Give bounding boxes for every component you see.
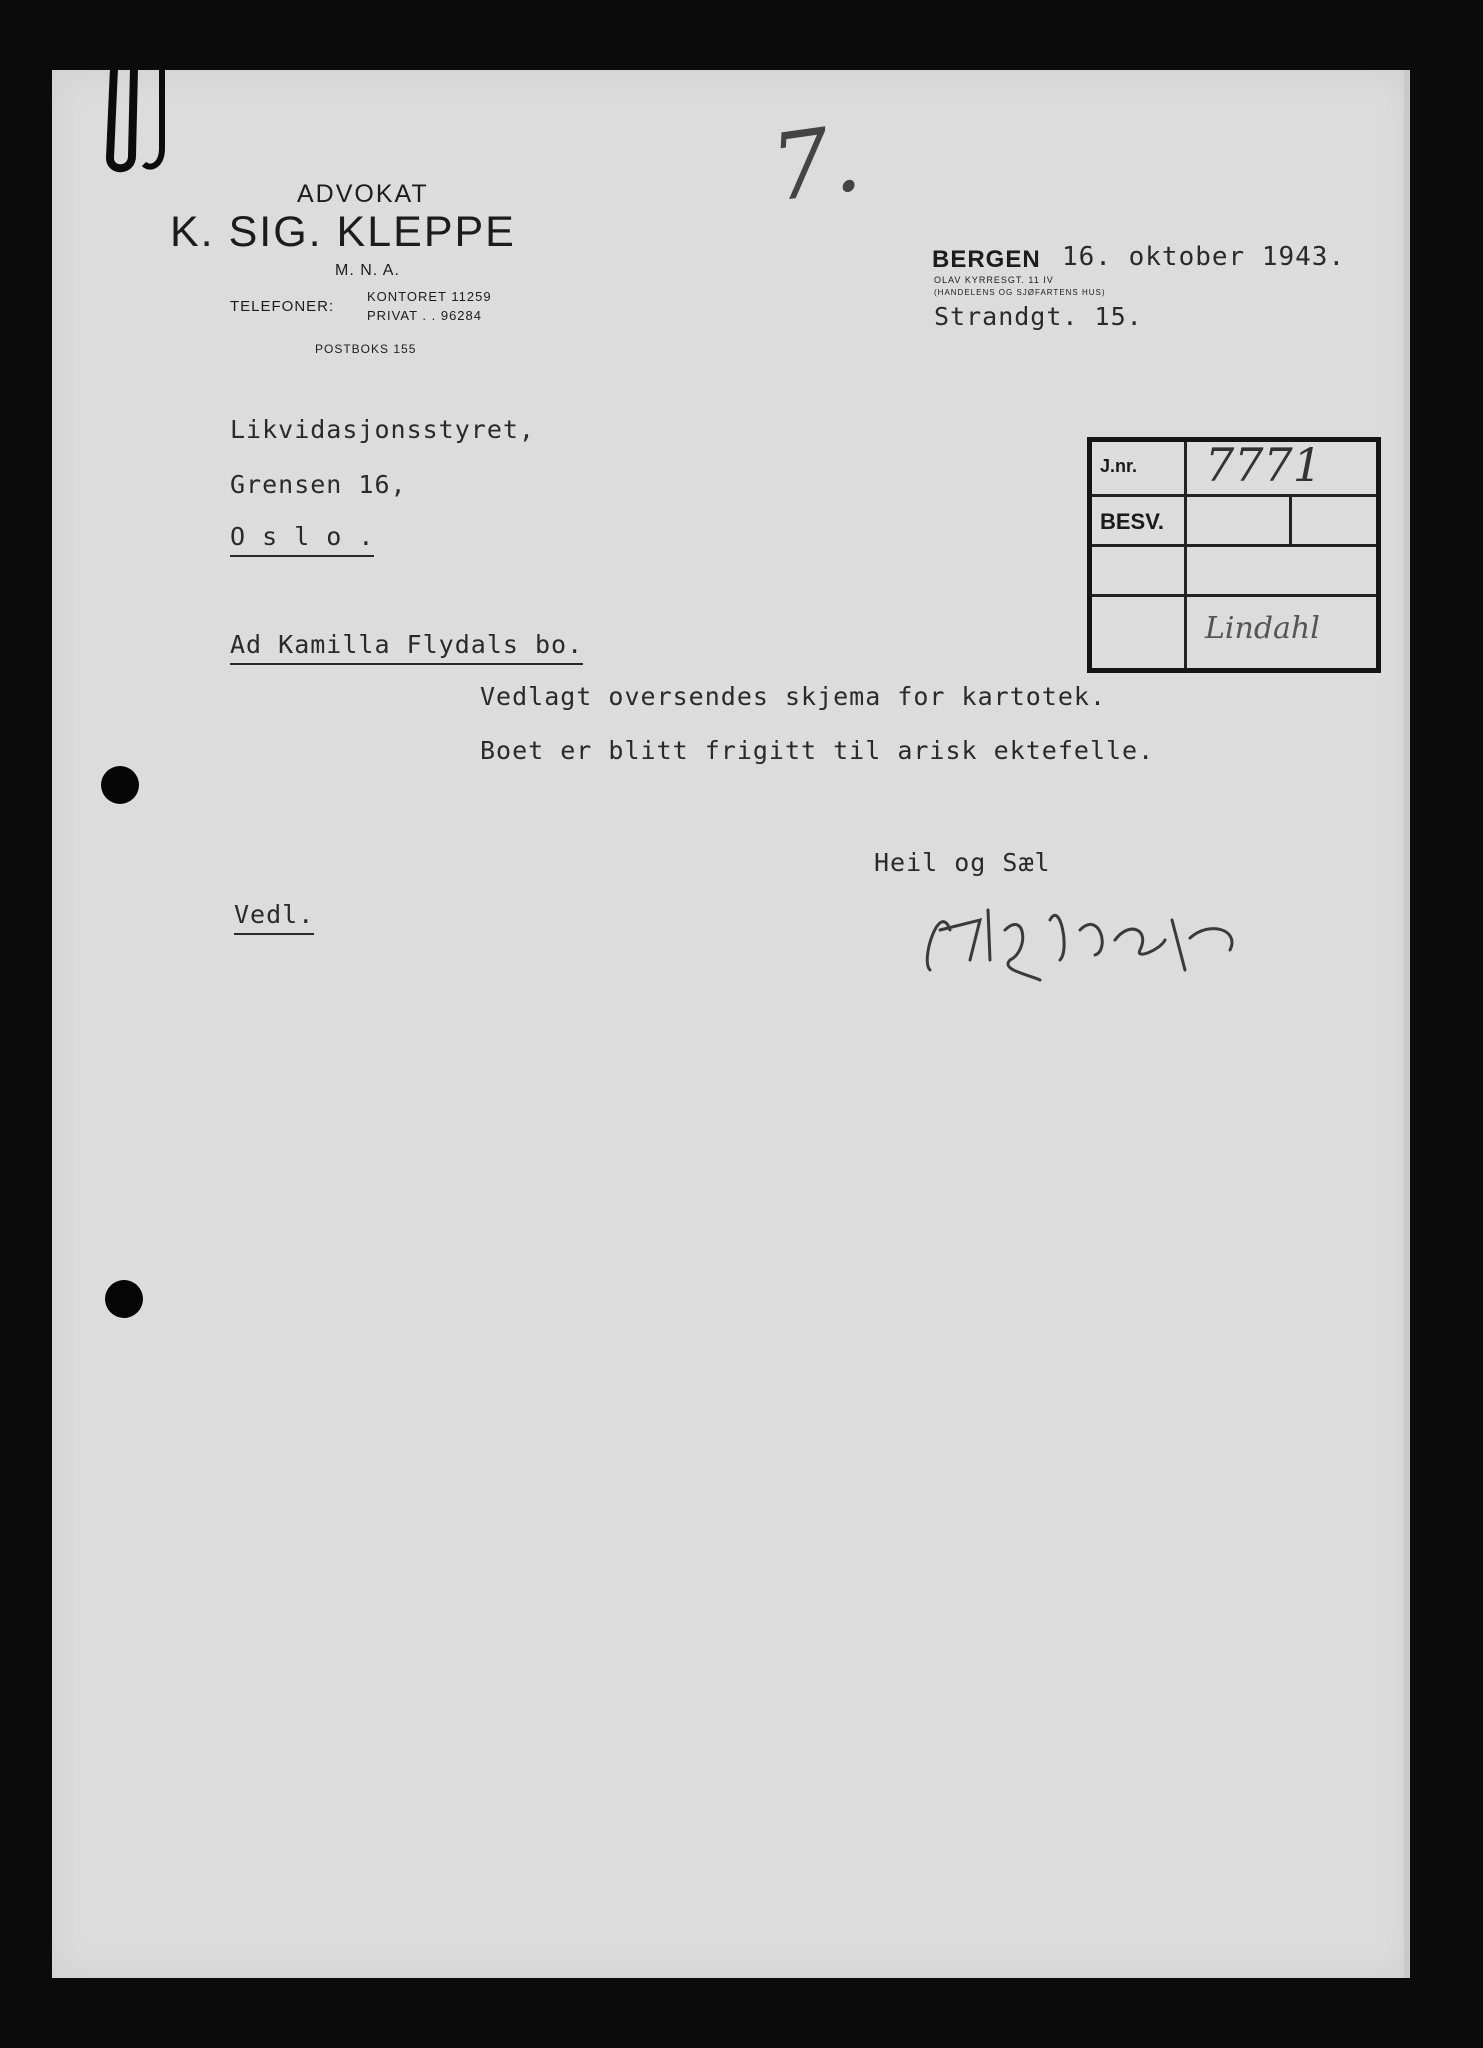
new-address: Strandgt. 15. [934, 302, 1143, 331]
body-line-2: Boet er blitt frigitt til arisk ektefelle. [480, 736, 1155, 765]
date: 16. oktober 1943. [1062, 242, 1346, 272]
punch-hole [101, 766, 139, 804]
stamp-signature: Lindahl [1205, 611, 1320, 646]
subject-line: Ad Kamilla Flydals bo. [230, 630, 583, 665]
handwritten-signature [910, 860, 1350, 990]
stamp-cell [1187, 497, 1292, 547]
city: BERGEN [932, 246, 1041, 273]
phone-private: PRIVAT . . 96284 [367, 308, 482, 323]
stamp-cell [1092, 547, 1187, 597]
stamp-besv-cell [1092, 497, 1187, 547]
recipient-line-1: Likvidasjonsstyret, [230, 415, 535, 444]
letterhead-membership: M. N. A. [335, 262, 400, 279]
enclosure-note: Vedl. [234, 900, 314, 935]
stamp-besv-label: BESV. [1100, 509, 1165, 534]
phone-label: TELEFONER: [230, 298, 335, 315]
paper-clip-mark [100, 68, 190, 178]
page-number-mark: 7. [764, 104, 867, 223]
letterhead-title: ADVOKAT [297, 180, 429, 208]
recipient-line-2: Grensen 16, [230, 470, 407, 499]
postbox: POSTBOKS 155 [315, 342, 417, 356]
stamp-cell [1187, 547, 1376, 597]
stamp-label-cell [1092, 442, 1187, 497]
stamp-number-cell [1187, 438, 1376, 497]
page-edge-shadow [1404, 70, 1410, 1978]
letterhead-name: K. SIG. KLEPPE [170, 208, 516, 256]
stamp-signature-cell [1187, 597, 1376, 668]
body-line-1: Vedlagt oversendes skjema for kartotek. [480, 682, 1106, 711]
punch-hole [105, 1280, 143, 1318]
stamp-cell [1292, 497, 1376, 547]
old-address: OLAV KYRRESGT. 11 IV [934, 275, 1054, 285]
old-address-note: (HANDELENS OG SJØFARTENS HUS) [934, 288, 1106, 297]
stamp-journal-label: J.nr. [1100, 456, 1138, 476]
received-stamp [1087, 437, 1381, 673]
stamp-journal-number: 7771 [1205, 438, 1323, 492]
phone-office: KONTORET 11259 [367, 289, 492, 304]
recipient-line-3: O s l o . [230, 522, 374, 557]
document-page [52, 70, 1410, 1978]
closing: Heil og Sæl [874, 848, 1051, 877]
stamp-cell [1092, 597, 1187, 668]
